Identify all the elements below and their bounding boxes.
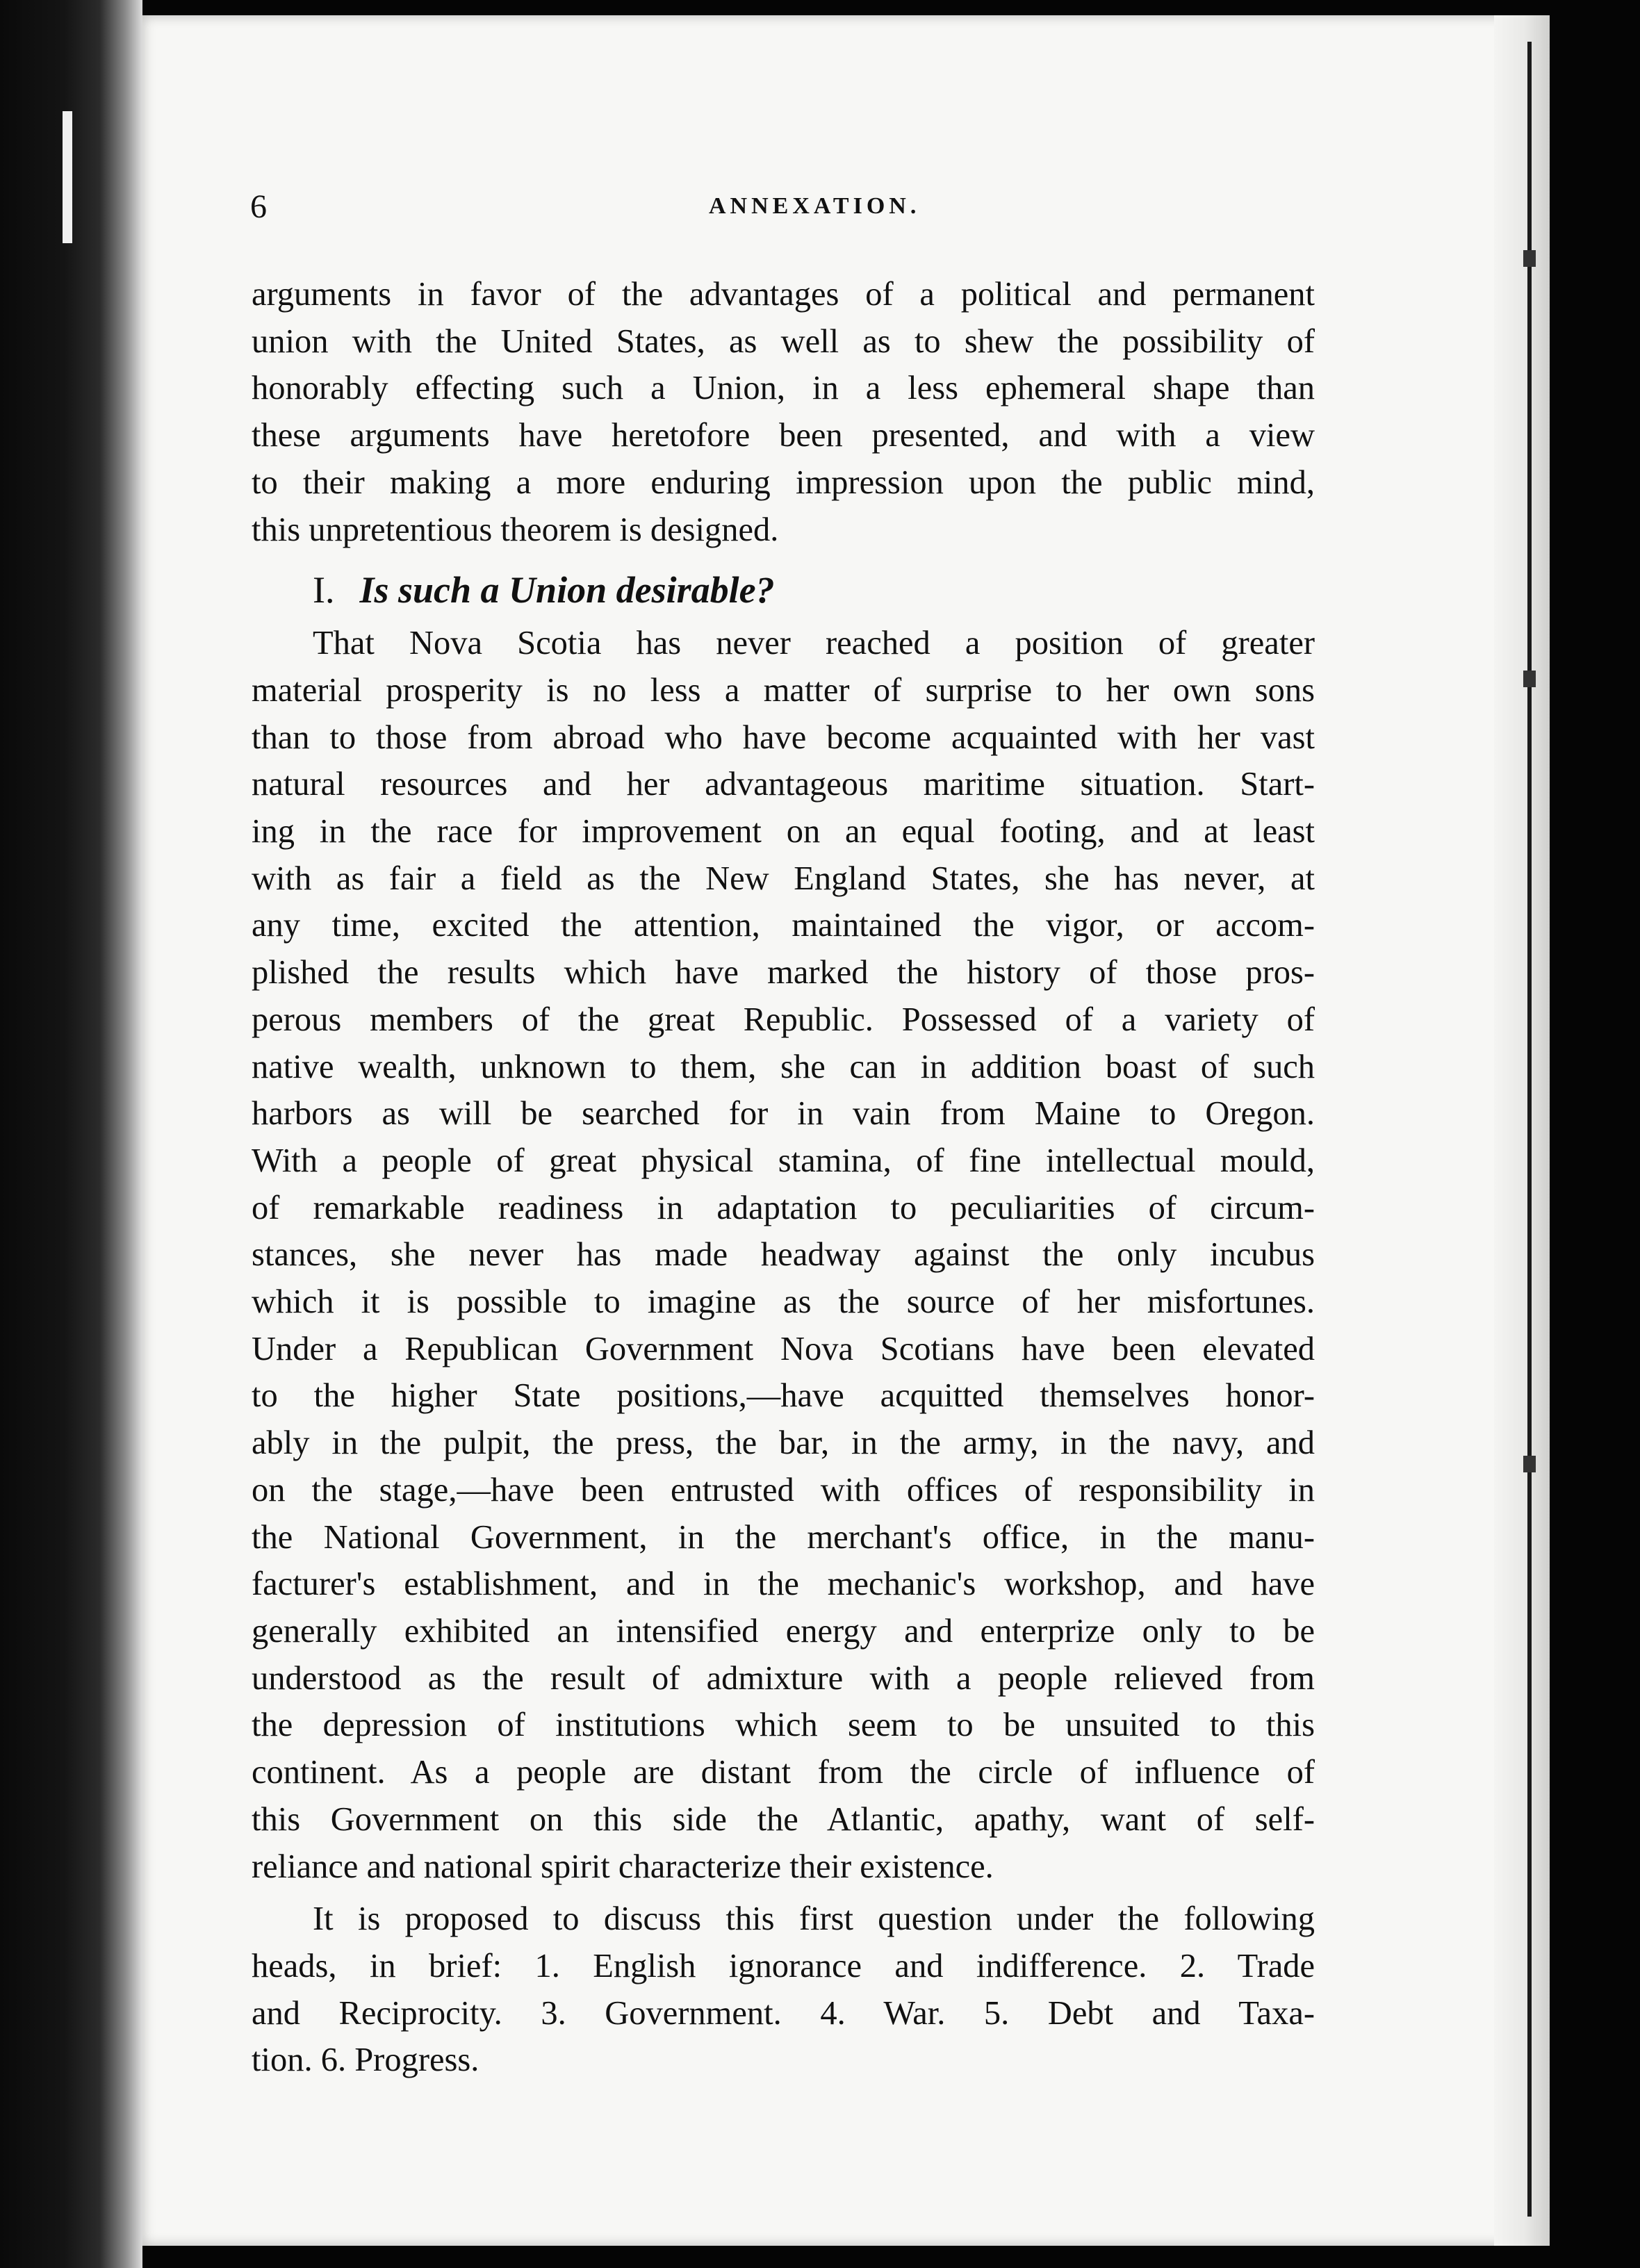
- text-line: these arguments have heretofore been presented, and with a view: [252, 417, 1315, 454]
- page-edge-rule: [1527, 42, 1532, 2217]
- text-line: perous members of the great Republic. Possessed of a variety of: [252, 1001, 1315, 1038]
- text-line: union with the United States, as well as to shew the possibility of: [252, 322, 1315, 360]
- edge-notch: [1523, 671, 1536, 687]
- text-line: on the stage,—have been entrusted with offices of responsibility in: [252, 1471, 1315, 1509]
- section-heading: [252, 566, 1315, 614]
- text-line: reliance and national spirit characterize their existence.: [252, 1848, 994, 1885]
- running-title: ANNEXATION.: [709, 193, 921, 219]
- text-line: the depression of institutions which seem to be unsuited to this: [252, 1707, 1315, 1744]
- text-line: with as fair a field as the New England States, she has never, at: [252, 860, 1315, 897]
- text-line: to their making a more enduring impression upon the public mind,: [252, 463, 1315, 501]
- scan-left-margin: [0, 0, 142, 2268]
- text-line: natural resources and her advantageous maritime situation. Start-: [252, 766, 1315, 803]
- text-line: than to those from abroad who have become acquainted with her vast: [252, 718, 1315, 756]
- text-line: any time, excited the attention, maintained the vigor, or accom-: [252, 907, 1315, 944]
- text-line: ing in the race for improvement on an equal footing, and at least: [252, 813, 1315, 850]
- text-line: It is proposed to discuss this first question under the following: [313, 1900, 1315, 1938]
- text-line: harbors as will be searched for in vain from Maine to Oregon.: [252, 1095, 1315, 1133]
- text-line: this Government on this side the Atlantic, apathy, want of self-: [252, 1800, 1315, 1838]
- text-line: understood as the result of admixture with a people relieved from: [252, 1659, 1315, 1697]
- text-line: continent. As a people are distant from the circle of influence of: [252, 1754, 1315, 1791]
- edge-notch: [1523, 1456, 1536, 1472]
- text-line: Under a Republican Government Nova Scotians have been elevated: [252, 1330, 1315, 1367]
- section-title: Is such a Union desirable?: [359, 569, 775, 611]
- text-line: the National Government, in the merchant's office, in the manu-: [252, 1518, 1315, 1556]
- text-line: generally exhibited an intensified energy and enterprize only to be: [252, 1612, 1315, 1650]
- text-line: heads, in brief: 1. English ignorance and indifference. 2. Trade: [252, 1947, 1315, 1984]
- scan-artifact-mark: [63, 111, 72, 243]
- text-line: plished the results which have marked the history of those pros-: [252, 954, 1315, 992]
- page-body: [252, 271, 1315, 2084]
- text-line: which it is possible to imagine as the source of her misfortunes.: [252, 1283, 1315, 1321]
- text-line: stances, she never has made headway against the only incubus: [252, 1236, 1315, 1274]
- paragraph-2: [252, 1896, 1315, 2084]
- text-line: ably in the pulpit, the press, the bar, in the army, in the navy, and: [252, 1424, 1315, 1462]
- scan-right-margin: [1550, 0, 1640, 2268]
- paragraph-1: [252, 620, 1315, 1890]
- text-line: That Nova Scotia has never reached a position of greater: [313, 625, 1315, 662]
- text-line: this unpretentious theorem is designed.: [252, 511, 779, 548]
- page-right-edge: [1494, 15, 1550, 2246]
- text-line: of remarkable readiness in adaptation to peculiarities of circum-: [252, 1189, 1315, 1226]
- text-line: With a people of great physical stamina, of fine intellectual mould,: [252, 1142, 1315, 1179]
- text-line: to the higher State positions,—have acquitted themselves honor-: [252, 1377, 1315, 1415]
- intro-paragraph: [252, 271, 1315, 553]
- text-line: tion. 6. Progress.: [252, 2041, 479, 2079]
- text-line: arguments in favor of the advantages of a political and permanent: [252, 276, 1315, 313]
- text-line: facturer's establishment, and in the mechanic's workshop, and have: [252, 1566, 1315, 1603]
- page-number: 6: [250, 188, 267, 225]
- text-line: native wealth, unknown to them, she can in addition boast of such: [252, 1048, 1315, 1085]
- text-line: material prosperity is no less a matter of surprise to her own sons: [252, 671, 1315, 709]
- text-line: and Reciprocity. 3. Government. 4. War. 5. Debt and Taxa-: [252, 1994, 1315, 2032]
- text-line: honorably effecting such a Union, in a less ephemeral shape than: [252, 370, 1315, 407]
- running-head: [250, 188, 1320, 236]
- edge-notch: [1523, 250, 1536, 267]
- section-number: I.: [313, 569, 335, 611]
